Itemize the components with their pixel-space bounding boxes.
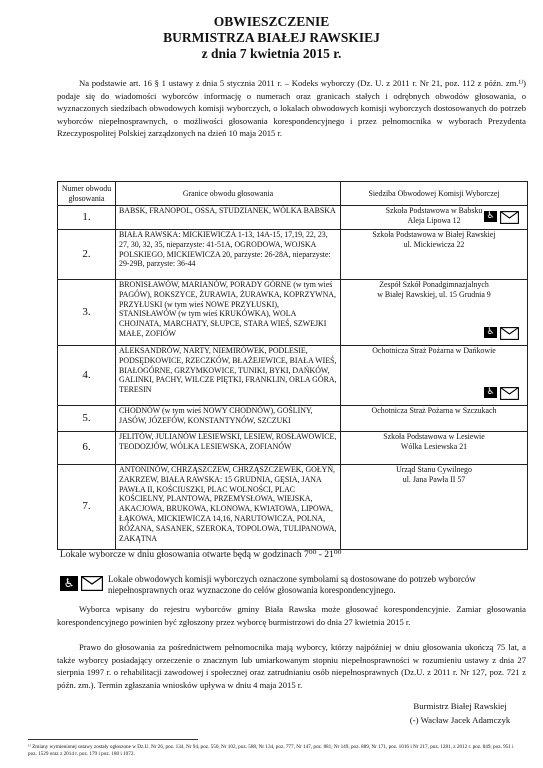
district-seat bbox=[341, 206, 528, 230]
districts-table bbox=[57, 181, 528, 550]
footnote: ¹⁾ Zmiany wymienionej ustawy zostały ogłoszone w Dz.U. Nr 26, poz. 134, Nr 94, poz. 550, Nr 102, poz. 588, Nr 134, poz. 777, Nr 147, poz. 881, Nr 149, poz. 889, Nr 171, poz. 1016 i Nr 217, poz. 1281, z 2012 r. poz. 849, poz. 951 i poz. 1529 oraz z 2014 r. poz. 179 i poz. 180 i 1072. bbox=[28, 744, 514, 757]
district-bounds: CHODNÓW (w tym wieś NOWY CHODNÓW), GOŚLINY, JASÓW, JÓZEFÓW, KONSTANTYNÓW, SZCZUKI bbox=[116, 406, 341, 432]
col-header-number: Numer obwodu głosowania bbox=[58, 182, 116, 206]
district-seat bbox=[341, 346, 528, 406]
district-seat bbox=[341, 432, 528, 465]
district-seat bbox=[341, 230, 528, 280]
seat-line1: Urząd Stanu Cywilnego bbox=[396, 465, 472, 474]
col-header-seat: Siedziba Obwodowej Komisji Wyborczej bbox=[341, 182, 528, 206]
seat-line2: Wólka Lesiewska 21 bbox=[400, 441, 468, 451]
table-row bbox=[58, 346, 528, 406]
seat-line1: Ochotnicza Straż Pożarna w Dańkowie bbox=[372, 346, 496, 355]
district-number: 7. bbox=[58, 465, 116, 550]
district-bounds: BRONISŁAWÓW, MARIANÓW, PORADY GÓRNE (w tym wieś PAGÓW), ROKSZYCE, ŻURAWIA, ŻURAWKA, KOPRZYWNA, PRZYŁUSKI (w tym wieś NOWE PRZYŁUSKI), STANISŁAWÓW (w tym wieś KRUKÓWKA), WOLA CHOJNATA, MARCHATY, SŁUPCE, STARA WIEŚ, SZWEJKI MAŁE, ZOFIÓW bbox=[116, 280, 341, 346]
envelope-icon bbox=[500, 327, 519, 343]
district-seat bbox=[341, 465, 528, 550]
district-number: 1. bbox=[58, 206, 116, 230]
signature-title: Burmistrz Białej Rawskiej bbox=[413, 701, 507, 711]
district-seat bbox=[341, 280, 528, 346]
seat-line1: Szkoła Podstawowa w Lesiewie bbox=[383, 432, 485, 441]
opening-hours: Lokale wyborcze w dniu głosowania otwarte będą w godzinach 7⁰⁰ - 21⁰⁰ bbox=[60, 550, 342, 560]
district-seat bbox=[341, 406, 528, 432]
legend-text: Lokale obwodowych komisji wyborczych oznaczone symbolami są dostosowane do potrzeb wyborców niepełnosprawnych oraz wyznaczone do celów głosowania korespondencyjnego. bbox=[108, 574, 476, 595]
accessibility-icons bbox=[484, 211, 519, 227]
table-header-row bbox=[58, 182, 528, 206]
seat-line1: Zespół Szkół Ponadgimnazjalnych bbox=[379, 280, 489, 289]
notice-date: z dnia 7 kwietnia 2015 r. bbox=[201, 46, 342, 61]
wheelchair-icon: ♿ bbox=[60, 576, 78, 591]
envelope-icon bbox=[81, 576, 103, 591]
seat-line1: Szkoła Podstawowa w Białej Rawskiej bbox=[372, 230, 496, 239]
seat-line2: Aleja Lipowa 12 bbox=[407, 215, 461, 225]
table-row bbox=[58, 406, 528, 432]
correspondence-paragraph: Wyborca wpisany do rejestru wyborców gminy Biała Rawska może głosować korespondencyjnie. Zamiar głosowania korespondencyjnego powinien być zgłoszony przez wyborcę burmistrzowi do dnia 27 kwietnia 2015 r. bbox=[57, 604, 526, 627]
table-row bbox=[58, 230, 528, 280]
district-number: 3. bbox=[58, 280, 116, 346]
notice-title-line2: BURMISTRZA BIAŁEJ RAWSKIEJ bbox=[163, 30, 380, 45]
envelope-icon bbox=[500, 387, 519, 403]
envelope-icon bbox=[500, 211, 519, 227]
legend-icons bbox=[60, 576, 103, 591]
signature-name: (-) Wacław Jacek Adamczyk bbox=[409, 715, 511, 725]
table-row bbox=[58, 432, 528, 465]
district-number: 5. bbox=[58, 406, 116, 432]
wheelchair-icon: ♿ bbox=[484, 327, 497, 338]
wheelchair-icon: ♿ bbox=[484, 211, 497, 222]
table-row bbox=[58, 465, 528, 550]
wheelchair-icon: ♿ bbox=[484, 387, 497, 398]
district-bounds: BABSK, FRANOPOL, OSSA, STUDZIANEK, WÓLKA BABSKA bbox=[116, 206, 341, 230]
footnote-divider bbox=[28, 739, 198, 740]
seat-line2: w Białej Rawskiej, ul. 15 Grudnia 9 bbox=[377, 289, 491, 299]
proxy-paragraph: Prawo do głosowania za pośrednictwem pełnomocnika mają wyborcy, którzy najpóźniej w dniu głosowania ukończą 75 lat, a także wyborcy posiadający orzeczenie o znacznym lub umiarkowanym stopniu niepełnosprawności w rozumieniu ustawy z dnia 27 sierpnia 1997 r. o rehabilitacji zawodowej i społecznej oraz zatrudnianiu osób niepełnosprawnych (Dz.U. z 2011 r. Nr 127, poz. 721 z późn. zm.). Termin zgłaszania wniosków upływa w dniu 4 maja 2015 r. bbox=[57, 642, 526, 690]
col-header-bounds: Granice obwodu głosowania bbox=[116, 182, 341, 206]
seat-line2: ul. Jana Pawła II 57 bbox=[402, 474, 466, 484]
district-bounds: BIAŁA RAWSKA: MICKIEWICZA 1-13, 14A-15, 17,19, 22, 23, 27, 30, 32, 35, nieparzyste: 41-51A, OGRODOWA, WOJSKA POLSKIEGO, MICKIEWICZA 20, parzyste: 26-28A, nieparzyste: 29-29B, parzyste: 36-44 bbox=[116, 230, 341, 280]
district-number: 4. bbox=[58, 346, 116, 406]
table-row bbox=[58, 206, 528, 230]
district-bounds: ALEKSANDRÓW, NARTY, NIEMIRÓWEK, PODLESIE, PODSĘDKOWICE, RZECZKÓW, BŁAŻEJEWICE, BIAŁA WIEŚ, BIAŁOGÓRNE, GRZYMKOWICE, TUNIKI, BYKI, DAŃKÓW, GALINKI, PACHY, WILCZE PIĘTKI, FRANKLIN, ORLA GÓRA, TERESIN bbox=[116, 346, 341, 406]
intro-paragraph: Na podstawie art. 16 § 1 ustawy z dnia 5 stycznia 2011 r. – Kodeks wyborczy (Dz. U. z 2011 r. Nr 21, poz. 112 z późn. zm.¹⁾) podaje się do wiadomości wyborców informację o numerach oraz granicach stałych i odrębnych obwodów głosowania, o wyznaczonych siedzibach obwodowych komisji wyborczych, o lokalach obwodowych komisji wyborczych dostosowanych do potrzeb wyborców niepełnosprawnych, o możliwości głosowania korespondencyjnego i przez pełnomocnika w wyborach Prezydenta Rzeczypospolitej Polskiej zarządzonych na dzień 10 maja 2015 r. bbox=[57, 78, 526, 138]
seat-line1: Ochotnicza Straż Pożarna w Szczukach bbox=[371, 406, 497, 415]
seat-line1: Szkoła Podstawowa w Babsku bbox=[385, 206, 483, 215]
notice-title-line1: OBWIESZCZENIE bbox=[213, 14, 330, 29]
table-row bbox=[58, 280, 528, 346]
district-number: 2. bbox=[58, 230, 116, 280]
district-bounds: JELITÓW, JULIANÓW LESIEWSKI, LESIEW, ROSŁAWOWICE, TEODOZJÓW, WÓLKA LESIEWSKA, ZOFIANÓW bbox=[116, 432, 341, 465]
accessibility-icons bbox=[484, 387, 519, 403]
district-number: 6. bbox=[58, 432, 116, 465]
accessibility-icons bbox=[484, 327, 519, 343]
seat-line2: ul. Mickiewicza 22 bbox=[403, 239, 465, 249]
district-bounds: ANTONINÓW, CHRZĄSZCZEW, CHRZĄSZCZEWEK, GOŁYŃ, ZAKRZEW, BIAŁA RAWSKA: 15 GRUDNIA, GĘSIA, JANA PAWŁA II, KOŚCIUSZKI, PLAC WOLNOŚCI, PLAC KOŚCIELNY, PLANTOWA, PRZEMYSŁOWA, WIEJSKA, AKACJOWA, BRUKOWA, KLONOWA, KWIATOWA, LIPOWA, ŁĄKOWA, MICKIEWICZA 14,16, NARUTOWICZA, POLNA, RÓŻANA, SASANEK, SZEROKA, TOPOLOWA, TULIPANOWA, ZAKĄTNA bbox=[116, 465, 341, 550]
